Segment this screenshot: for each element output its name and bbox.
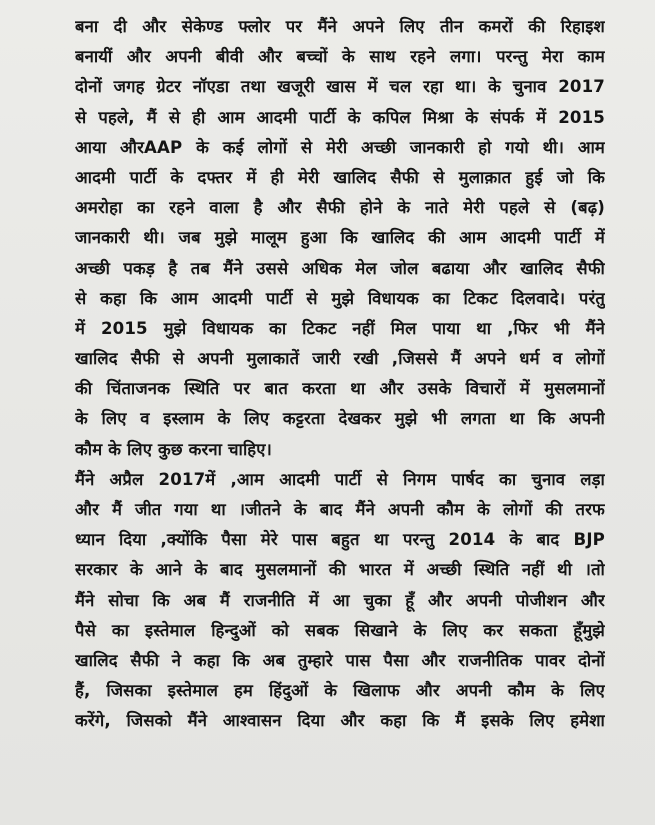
text-line: आदमी पार्टी के दफ्तर में ही मेरी खालिद सैफी से मुलाक़ात हुई जो कि [75,167,605,187]
text-line: आया औरAAP के कई लोगों से मेरी अच्छी जानकारी हो गयो थी। आम [75,137,605,157]
text-line: में 2015 मुझे विधायक का टिकट नहीं मिल पाया था ,फिर भी मैंने [75,318,605,338]
text-line-paragraph-end: कौम के लिए कुछ करना चाहिए। [75,439,272,459]
text-line: मैंने अप्रैल 2017में ,आम आदमी पार्टी से निगम पार्षद का चुनाव लड़ा [75,469,605,489]
text-line: के लिए व इस्लाम के लिए कट्टरता देखकर मुझे भी लगता था कि अपनी [75,409,605,429]
text-line: करेंगे, जिसको मैंने आश्वासन दिया और कहा कि मैं इसके लिए हमेशा [75,711,605,731]
text-line: से पहले, मैं से ही आम आदमी पार्टी के कपिल मिश्रा के संपर्क में 2015 [75,107,605,127]
text-line: हैं, जिसका इस्तेमाल हम हिंदुओं के खिलाफ और अपनी कौम के लिए [75,681,605,701]
text-line: अमरोहा का रहने वाला है और सैफी होने के नाते मेरी पहले से (बढ़) [75,198,605,218]
text-line: ध्यान दिया ,क्योंकि पैसा मेरे पास बहुत था परन्तु 2014 के बाद BJP [75,530,605,550]
text-line: सरकार के आने के बाद मुसलमानों की भारत में अच्छी स्थिति नहीं थी ।तो [75,560,605,580]
text-line: खालिद सैफी से अपनी मुलाकातें जारी रखी ,जिससे मैं अपने धर्म व लोगों [75,349,605,369]
text-line: बना दी और सेकेण्ड फ्लोर पर मैंने अपने लिए तीन कमरों की रिहाइश [75,17,605,36]
text-line: खालिद सैफी ने कहा कि अब तुम्हारे पास पैसा और राजनीतिक पावर दोनों [75,650,605,670]
text-line: पैसे का इस्तेमाल हिन्दुओं को सबक सिखाने के लिए कर सकता हूँमुझे [75,620,605,640]
text-line: और मैं जीत गया था ।जीतने के बाद मैंने अपनी कौम के लोगों की तरफ [75,500,605,519]
text-line: जानकारी थी। जब मुझे मालूम हुआ कि खालिद की आम आदमी पार्टी में [75,228,605,248]
text-line: अच्छी पकड़ है तब मैंने उससे अधिक मेल जोल बढाया और खालिद सैफी [75,258,605,278]
text-line: की चिंताजनक स्थिति पर बात करता था और उसके विचारों में मुसलमानों [75,379,605,399]
document-text-block [75,12,605,737]
text-line: मैंने सोचा कि अब मैं राजनीति में आ चुका हूँ और अपनी पोजीशन और [75,590,605,610]
text-line: दोनों जगह ग्रेटर नॉएडा तथा खजूरी खास में चल रहा था। के चुनाव 2017 [75,77,605,97]
text-line: बनायीं और अपनी बीवी और बच्चों के साथ रहने लगा। परन्तु मेरा काम [75,47,605,67]
text-line: से कहा कि आम आदमी पार्टी से मुझे विधायक का टिकट दिलवादे। परंतु [75,288,605,308]
